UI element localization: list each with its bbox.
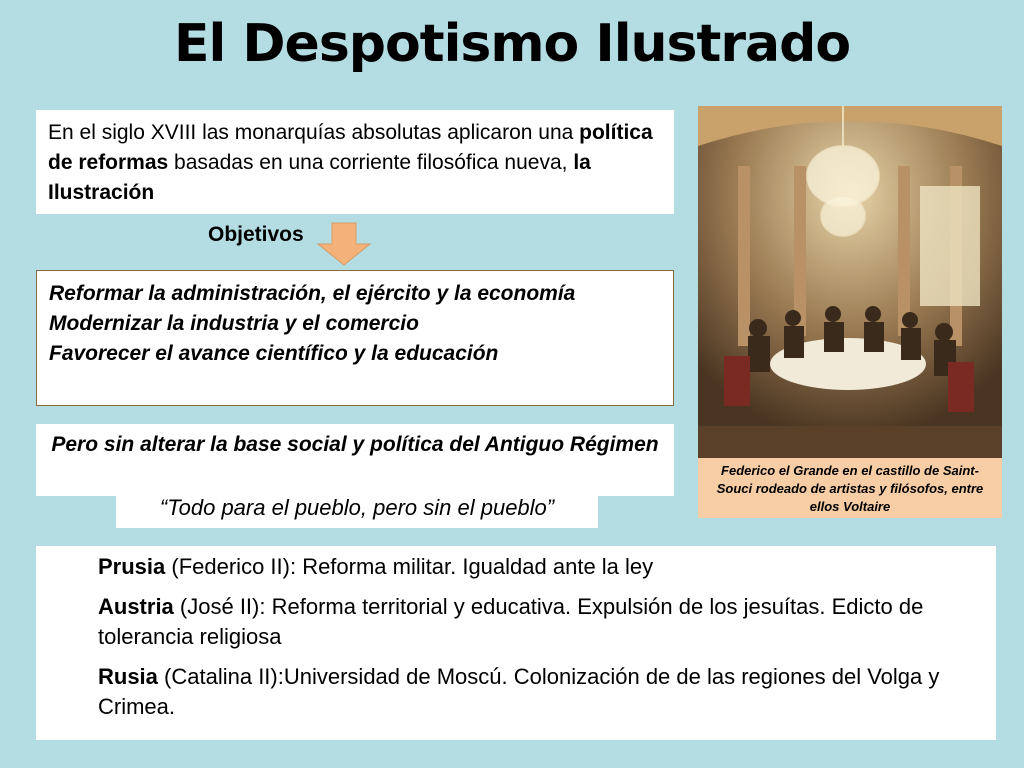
reform-text: Reforma territorial y educativa. Expulsión de los jesuítas. Edicto de tolerancia religiosa (98, 594, 924, 649)
intro-box (36, 110, 674, 214)
reform-country: Austria (98, 594, 174, 619)
painting-image (698, 106, 1002, 458)
objective-item: Reformar la administración, el ejército y la economía (49, 282, 576, 305)
reform-country: Prusia (98, 554, 166, 579)
painting-caption: Federico el Grande en el castillo de Saint-Souci rodeado de artistas y filósofos, entre ellos Voltaire (698, 458, 1002, 518)
intro-text-2: basadas en una corriente filosófica nueva, (168, 151, 574, 174)
slide-title: El Despotismo Ilustrado (173, 14, 851, 74)
reform-ruler: (José II): (173, 594, 272, 619)
arrow-down-icon (316, 222, 372, 266)
reform-text: Universidad de Moscú. Colonización de de las regiones del Volga y Crimea. (98, 664, 940, 719)
objective-item: Modernizar la industria y el comercio (49, 312, 419, 335)
reform-item-rusia (98, 662, 986, 722)
reform-item-prusia (98, 552, 986, 582)
caveat-box: Pero sin alterar la base social y política del Antiguo Régimen (36, 424, 674, 496)
intro-bold-1: política de reformas (48, 121, 653, 174)
objective-item: Favorecer el avance científico y la educación (49, 342, 499, 365)
objectives-box (36, 270, 674, 406)
motto-box: “Todo para el pueblo, pero sin el pueblo” (116, 490, 598, 528)
reform-text: Reforma militar. Igualdad ante la ley (302, 554, 654, 579)
intro-bold-2: la Ilustración (48, 151, 591, 204)
reform-item-austria (98, 592, 986, 652)
intro-text-1: En el siglo XVIII las monarquías absolutas aplicaron una (48, 121, 580, 144)
reform-country: Rusia (98, 664, 158, 689)
reform-ruler: (Federico II): (165, 554, 303, 579)
reform-ruler: (Catalina II): (157, 664, 284, 689)
reforms-box (36, 546, 996, 740)
objectives-label: Objetivos (208, 223, 304, 246)
